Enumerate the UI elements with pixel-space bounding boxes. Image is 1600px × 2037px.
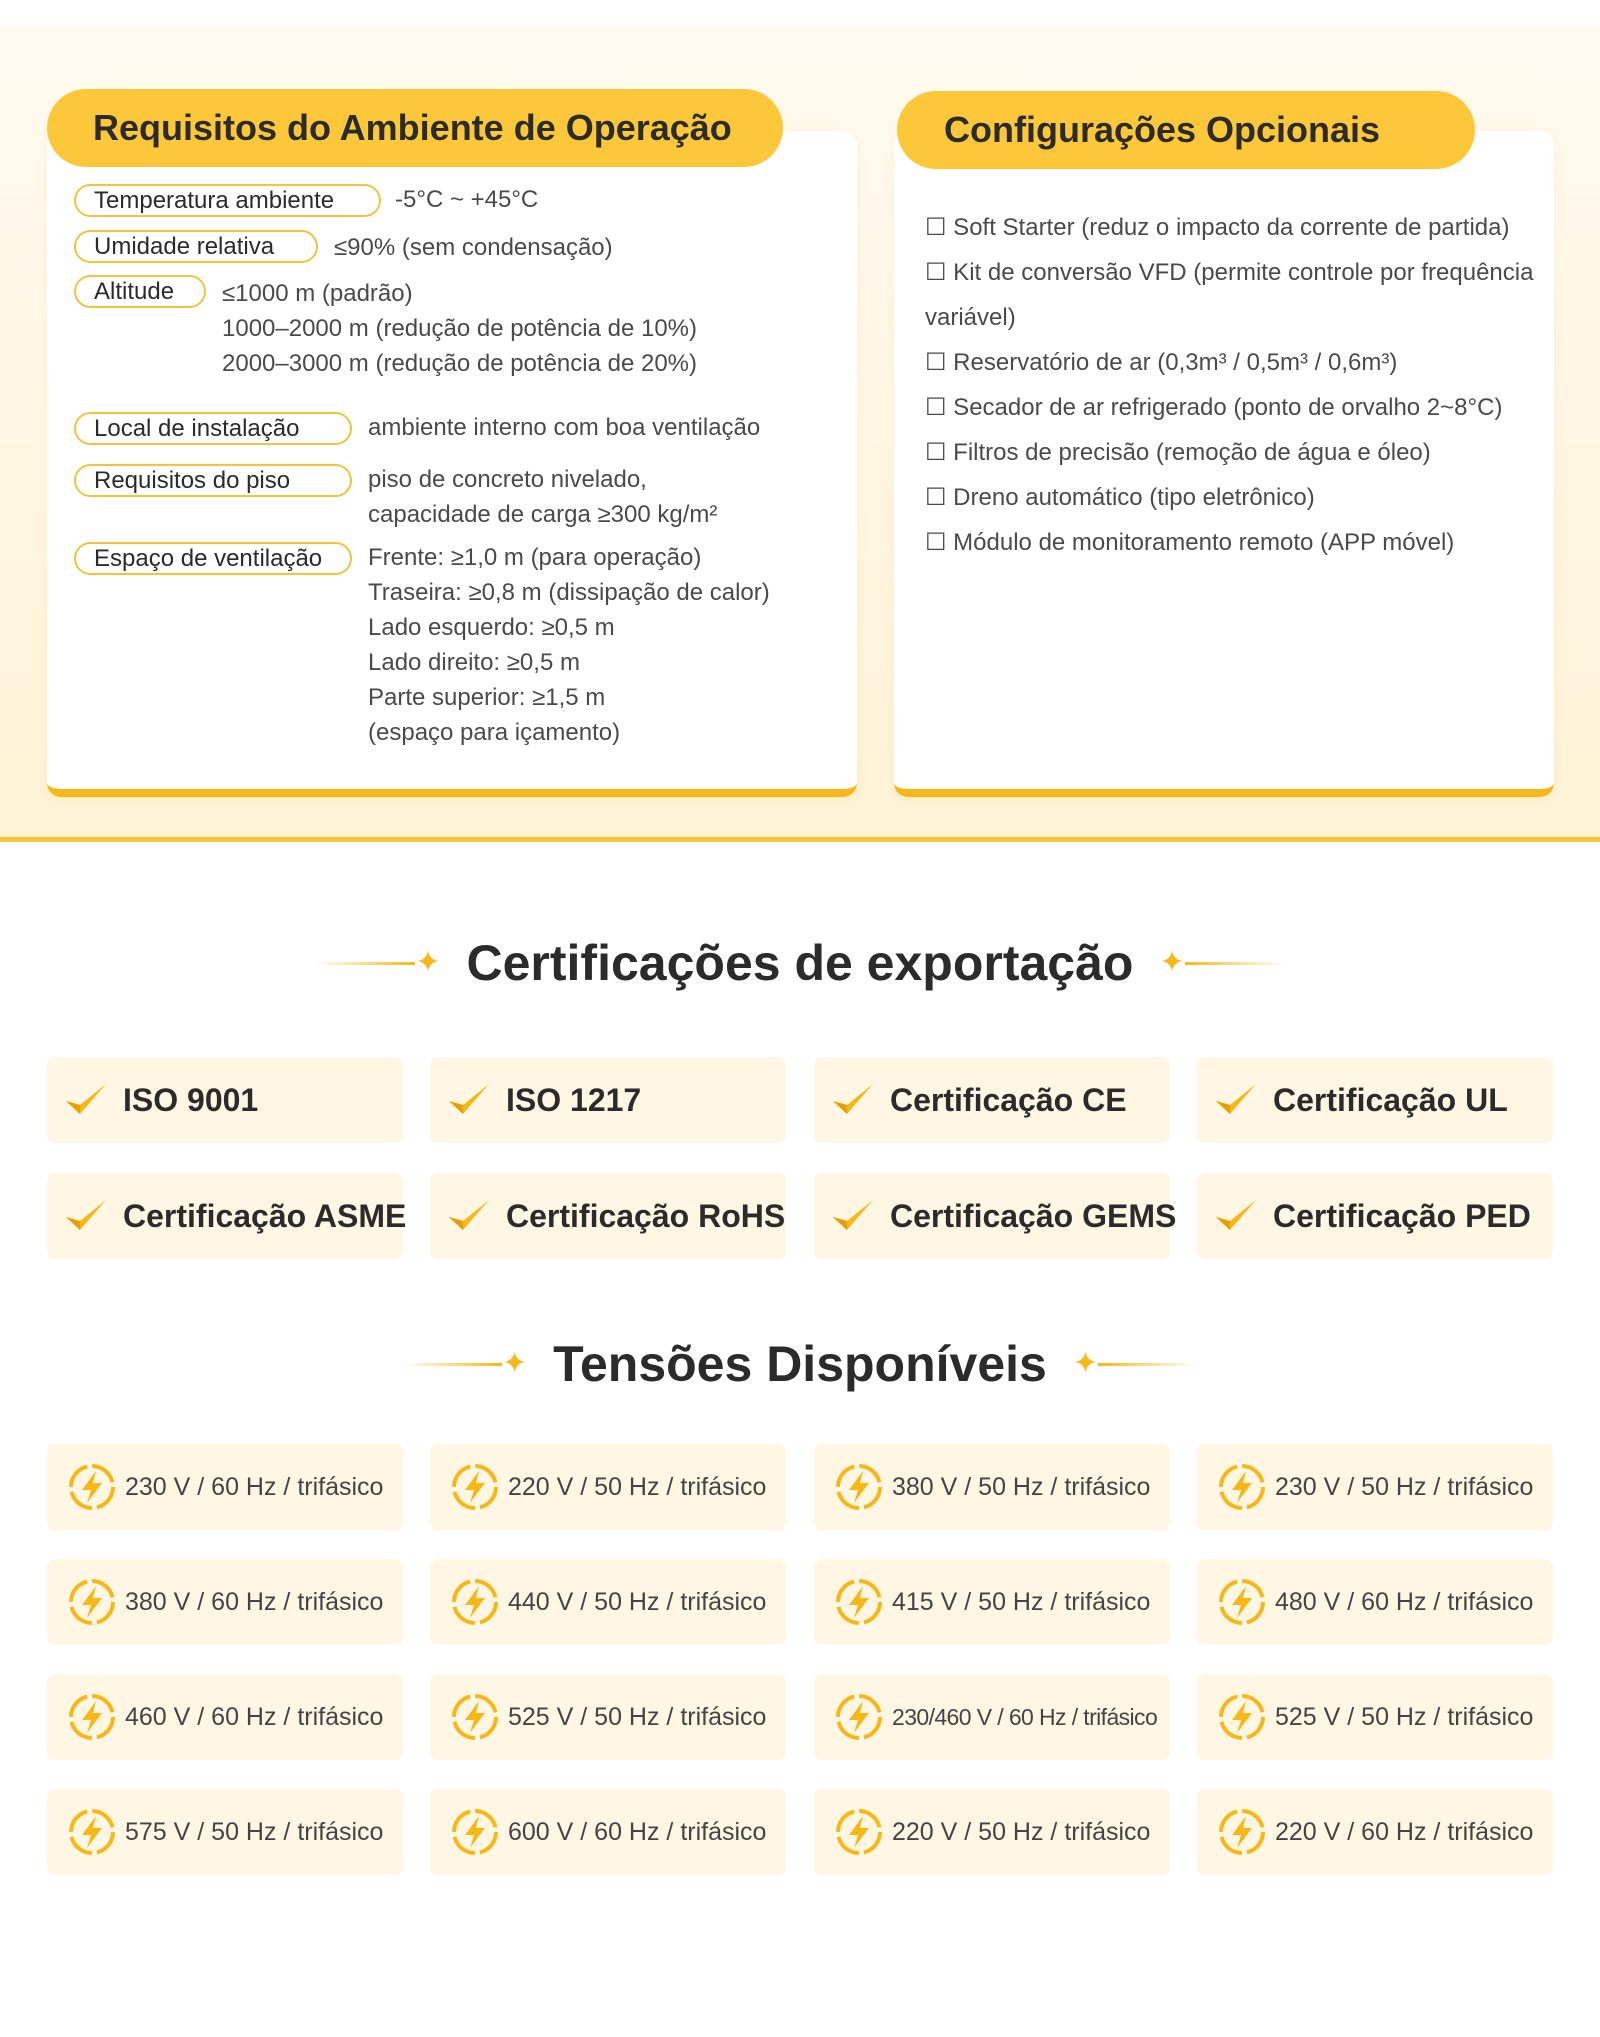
lightning-bolt-icon — [834, 1692, 884, 1742]
voltage-label: 525 V / 50 Hz / trifásico — [508, 1702, 767, 1731]
env-label: Espaço de ventilação — [74, 542, 352, 575]
voltage-tile — [47, 1444, 403, 1530]
voltage-label: 460 V / 60 Hz / trifásico — [125, 1702, 384, 1731]
voltage-tile — [814, 1789, 1170, 1875]
voltage-label: 415 V / 50 Hz / trifásico — [892, 1587, 1151, 1616]
voltage-label: 220 V / 50 Hz / trifásico — [892, 1817, 1151, 1846]
heading-ornament-left — [315, 948, 440, 978]
voltage-tile — [430, 1444, 786, 1530]
certification-tile — [1197, 1173, 1553, 1259]
env-value: Frente: ≥1,0 m (para operação) Traseira: ≥0,8 m (dissipação de calor) Lado esquerdo: ≥0,5 m Lado direito: ≥0,5 m Parte superior: ≥1,5 m (espaço para içamento) — [368, 544, 770, 746]
sparkle-icon: ✦ — [1159, 946, 1185, 979]
lightning-bolt-icon — [450, 1462, 500, 1512]
certification-tile — [47, 1057, 403, 1143]
voltage-label: 230 V / 60 Hz / trifásico — [125, 1472, 384, 1501]
lightning-bolt-icon — [1217, 1462, 1267, 1512]
voltage-label: 230 V / 50 Hz / trifásico — [1275, 1472, 1534, 1501]
lightning-bolt-icon — [67, 1807, 117, 1857]
certifications-heading — [0, 934, 1600, 992]
lightning-bolt-icon — [834, 1807, 884, 1857]
certification-tile — [47, 1173, 407, 1259]
heading-ornament-right — [1159, 948, 1284, 978]
voltage-label: 230/460 V / 60 Hz / trifásico — [892, 1703, 1158, 1730]
env-label: Altitude — [74, 275, 206, 308]
checkmark-icon — [63, 1080, 109, 1120]
voltage-tile — [47, 1559, 403, 1645]
lightning-bolt-icon — [834, 1577, 884, 1627]
heading-ornament-right — [1073, 1349, 1198, 1379]
voltage-tile — [1197, 1674, 1553, 1760]
env-label: Temperatura ambiente — [74, 184, 381, 217]
certification-label: Certificação PED — [1273, 1197, 1531, 1234]
lightning-bolt-icon — [1217, 1577, 1267, 1627]
sparkle-icon: ✦ — [502, 1347, 528, 1380]
env-value: ≤1000 m (padrão) 1000–2000 m (redução de potência de 10%) 2000–3000 m (redução de potência de 20%) — [222, 280, 698, 377]
voltages-title: Tensões Disponíveis — [553, 1336, 1047, 1392]
lightning-bolt-icon — [834, 1462, 884, 1512]
env-value: piso de concreto nivelado, capacidade de carga ≥300 kg/m² — [368, 466, 718, 528]
voltage-tile — [1197, 1559, 1553, 1645]
lightning-bolt-icon — [1217, 1692, 1267, 1742]
certifications-title: Certificações de exportação — [466, 935, 1134, 991]
voltage-tile — [430, 1674, 786, 1760]
voltage-label: 480 V / 60 Hz / trifásico — [1275, 1587, 1534, 1616]
voltage-tile — [47, 1674, 403, 1760]
certification-label: Certificação GEMS — [890, 1197, 1177, 1234]
optional-item: ☐ Dreno automático (tipo eletrônico) — [925, 484, 1315, 511]
lightning-bolt-icon — [450, 1807, 500, 1857]
optional-item: ☐ Secador de ar refrigerado (ponto de orvalho 2~8°C) — [925, 394, 1503, 421]
certification-tile — [814, 1173, 1177, 1259]
lightning-bolt-icon — [67, 1462, 117, 1512]
env-label: Umidade relativa — [74, 230, 318, 263]
certification-tile — [814, 1057, 1170, 1143]
voltage-label: 380 V / 50 Hz / trifásico — [892, 1472, 1151, 1501]
certification-tile — [1197, 1057, 1553, 1143]
checkmark-icon — [63, 1196, 109, 1236]
voltage-tile — [430, 1559, 786, 1645]
certification-label: Certificação RoHS — [506, 1197, 786, 1234]
voltage-label: 525 V / 50 Hz / trifásico — [1275, 1702, 1534, 1731]
voltage-label: 600 V / 60 Hz / trifásico — [508, 1817, 767, 1846]
checkmark-icon — [1213, 1080, 1259, 1120]
sparkle-icon: ✦ — [415, 946, 441, 979]
voltage-tile — [47, 1789, 403, 1875]
lightning-bolt-icon — [1217, 1807, 1267, 1857]
voltage-tile — [814, 1559, 1170, 1645]
voltage-tile — [814, 1444, 1170, 1530]
voltage-label: 220 V / 50 Hz / trifásico — [508, 1472, 767, 1501]
lightning-bolt-icon — [450, 1577, 500, 1627]
env-value: ambiente interno com boa ventilação — [368, 414, 761, 441]
optional-item: ☐ Reservatório de ar (0,3m³ / 0,5m³ / 0,6m³) — [925, 349, 1398, 376]
checkmark-icon — [830, 1080, 876, 1120]
voltage-tile — [814, 1674, 1170, 1760]
env-row-floor — [74, 464, 717, 532]
env-value: ≤90% (sem condensação) — [334, 234, 613, 261]
lightning-bolt-icon — [67, 1577, 117, 1627]
optional-item: ☐ Kit de conversão VFD (permite controle por frequência variável) — [925, 259, 1534, 331]
lightning-bolt-icon — [67, 1692, 117, 1742]
checkmark-icon — [446, 1196, 492, 1236]
voltage-tile — [430, 1789, 786, 1875]
env-row-temperature — [74, 184, 538, 217]
certification-label: Certificação UL — [1273, 1081, 1508, 1118]
heading-ornament-left — [402, 1349, 527, 1379]
voltage-label: 220 V / 60 Hz / trifásico — [1275, 1817, 1534, 1846]
certification-label: Certificação CE — [890, 1081, 1127, 1118]
optional-item: ☐ Módulo de monitoramento remoto (APP móvel) — [925, 529, 1455, 556]
env-row-humidity — [74, 230, 613, 265]
checkmark-icon — [1213, 1196, 1259, 1236]
optional-item: ☐ Soft Starter (reduz o impacto da corrente de partida) — [925, 214, 1510, 241]
env-row-altitude — [74, 275, 697, 381]
voltages-heading — [0, 1335, 1600, 1393]
voltage-tile — [1197, 1444, 1553, 1530]
certification-label: ISO 9001 — [123, 1081, 259, 1118]
certification-label: ISO 1217 — [506, 1081, 642, 1118]
lightning-bolt-icon — [450, 1692, 500, 1742]
optional-item: ☐ Filtros de precisão (remoção de água e óleo) — [925, 439, 1431, 466]
voltage-label: 440 V / 50 Hz / trifásico — [508, 1587, 767, 1616]
environment-title: Requisitos do Ambiente de Operação — [47, 89, 783, 167]
voltage-label: 575 V / 50 Hz / trifásico — [125, 1817, 384, 1846]
voltage-tile — [1197, 1789, 1553, 1875]
checkmark-icon — [830, 1196, 876, 1236]
env-label: Requisitos do piso — [74, 464, 352, 497]
optional-title: Configurações Opcionais — [897, 91, 1475, 169]
sparkle-icon: ✦ — [1072, 1347, 1098, 1380]
voltage-label: 380 V / 60 Hz / trifásico — [125, 1587, 384, 1616]
certification-tile — [430, 1173, 786, 1259]
optional-list — [925, 205, 1545, 565]
env-label: Local de instalação — [74, 412, 352, 445]
certification-tile — [430, 1057, 786, 1143]
checkmark-icon — [446, 1080, 492, 1120]
certification-label: Certificação ASME — [123, 1197, 407, 1234]
env-row-ventilation — [74, 542, 770, 750]
env-value: -5°C ~ +45°C — [395, 186, 539, 213]
env-row-location — [74, 412, 760, 445]
